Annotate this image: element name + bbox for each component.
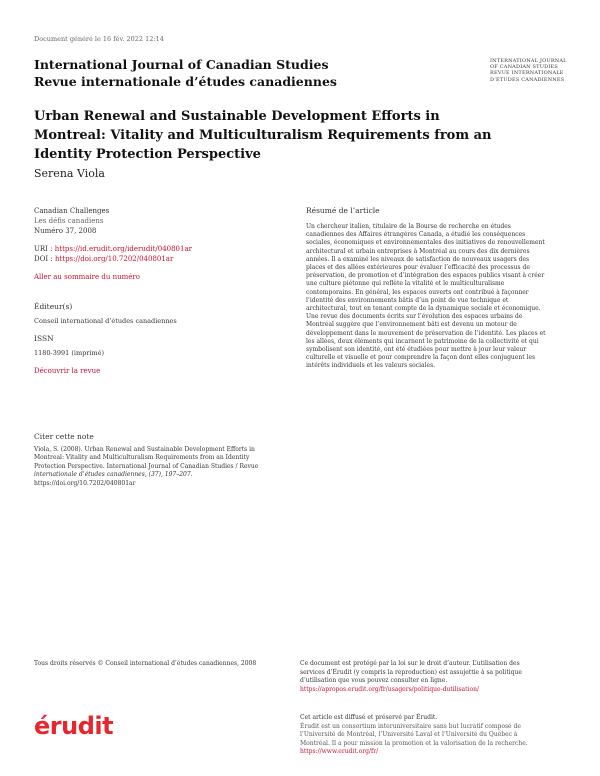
- abstract-line: Montréal suggère que l’environnement bâti est devenu un moteur de: [306, 321, 517, 329]
- abstract-line: Une revue des documents écrits sur l’évolution des espaces urbains de: [306, 313, 523, 321]
- copyright-line: services d’Érudit (y compris la reproduction) est assujettie à sa politique: [300, 668, 522, 676]
- journal-title: [34, 56, 337, 90]
- abstract-line: sociales, économiques et environnementales des initiatives de renouvellement: [306, 239, 545, 247]
- abstract-line: contemporains. En général, les espaces ouverts ont contribué à façonner: [306, 288, 529, 296]
- publisher-heading: Éditeur(s): [34, 302, 73, 311]
- issn-value: 1180-3991 (imprimé): [34, 349, 105, 357]
- issue-number: Numéro 37, 2008: [34, 227, 97, 235]
- citation-line: Montreal: Vitality and Multiculturalism Requirements from an Identity: [34, 454, 250, 462]
- article-author[interactable]: Serena Viola: [34, 167, 105, 180]
- abstract-line: préservation, de promotion et d’intégration des espaces publics visant à créer: [306, 272, 545, 280]
- publisher-name: Conseil international d’études canadiennes: [34, 317, 177, 325]
- abstract-line: places et des allées extérieures pour évaluer l’efficacité des processus de: [306, 264, 530, 272]
- abstract-body: [306, 223, 568, 371]
- issue-theme: Canadian Challenges: [34, 207, 110, 215]
- usage-policy-link[interactable]: https://apropos.erudit.org/fr/usagers/politique-dutilisation/: [300, 685, 479, 693]
- abstract-line: l’identité des environnements bâtis d’un point de vue technique et: [306, 296, 509, 304]
- article-title-line: Montreal: Vitality and Multiculturalism Requirements from an: [34, 128, 492, 143]
- doi-row: [34, 254, 284, 264]
- citation-doi[interactable]: https://doi.org/10.7202/040801ar: [34, 479, 136, 487]
- erudit-line: Érudit est un consortium interuniversitaire sans but lucratif composé de: [300, 722, 521, 730]
- issn-heading: ISSN: [34, 334, 54, 343]
- journal-logo: [490, 58, 566, 83]
- abstract-line: symbolisent son identité, ont été étudiées pour mettre à jour leur valeur: [306, 346, 527, 354]
- abstract-heading: Résumé de l’article: [306, 206, 380, 215]
- uri-label: URI :: [34, 245, 55, 253]
- journal-logo-line: OF CANADIAN STUDIES: [490, 64, 558, 71]
- issue-info: [34, 206, 284, 282]
- journal-logo-line: REVUE INTERNATIONALE: [490, 70, 564, 77]
- discover-journal-link[interactable]: Découvrir la revue: [34, 367, 101, 375]
- publisher-info: [34, 302, 284, 376]
- abstract-line: les allées, deux éléments qui incarnent le patrimoine de la collectivité et qui: [306, 337, 539, 345]
- abstract-line: architectural, tout en tenant compte de la dynamique sociale et économique.: [306, 305, 541, 313]
- erudit-line: l’Université de Montréal, l’Université Laval et l’Université du Québec à: [300, 731, 518, 739]
- abstract-line: une culture piétonne qui reflète la vitalité et le multiculturalisme: [306, 280, 505, 288]
- abstract-line: Un chercheur italien, titulaire de la Bourse de recherche en études: [306, 223, 511, 230]
- citation-text: [34, 446, 284, 488]
- erudit-info: [300, 714, 570, 757]
- citation-heading: [34, 432, 284, 442]
- doi-label: DOI :: [34, 255, 55, 263]
- issue-theme-fr: Les défis canadiens: [34, 217, 104, 225]
- erudit-logo[interactable]: érudit: [34, 712, 114, 740]
- journal-logo-line: D’ÉTUDES CANADIENNES: [490, 76, 565, 83]
- doi-link[interactable]: https://doi.org/10.7202/040801ar: [54, 255, 174, 263]
- uri-row: [34, 244, 284, 254]
- article-title-line: Urban Renewal and Sustainable Development Efforts in: [34, 109, 440, 124]
- copyright-line: Ce document est protégé par la loi sur le droit d’auteur. L’utilisation des: [300, 660, 520, 667]
- abstract: [306, 206, 568, 371]
- issue-summary-link[interactable]: Aller au sommaire du numéro: [34, 273, 140, 281]
- citation-heading-text: Citer cette note: [34, 432, 94, 441]
- copyright-line: d’utilisation que vous pouvez consulter en ligne.: [300, 677, 448, 685]
- journal-logo-line: INTERNATIONAL JOURNAL: [490, 58, 567, 64]
- erudit-heading: Cet article est diffusé et préservé par Érudit.: [300, 714, 438, 721]
- abstract-line: culturelle et visuelle et pour comprendre la façon dont elles conjuguent les: [306, 354, 536, 362]
- citation-line: internationale d’études canadiennes, (37), 197–207.: [34, 471, 193, 479]
- citation-line: Viola, S. (2008). Urban Renewal and Sustainable Development Efforts in: [34, 446, 255, 453]
- journal-title-en: International Journal of Canadian Studies: [34, 57, 329, 72]
- citation-line: Protection Perspective. International Journal of Canadian Studies / Revue: [34, 462, 259, 470]
- copyright-notice: [300, 660, 570, 694]
- erudit-link[interactable]: https://www.erudit.org/fr/: [300, 748, 379, 756]
- journal-title-fr: Revue internationale d’études canadiennes: [34, 74, 337, 89]
- abstract-line: développement dans le mouvement de préservation de l’identité. Les places et: [306, 329, 546, 337]
- article-title: [34, 107, 554, 164]
- generated-date: Document généré le 16 fév. 2022 12:14: [34, 35, 164, 43]
- abstract-line: intérêts individuels et les valeurs sociales.: [306, 362, 436, 370]
- abstract-line: canadiennes des Affaires étrangères Canada, a étudié les conséquences: [306, 231, 526, 239]
- rights-notice: Tous droits réservés © Conseil international d’études canadiennes, 2008: [34, 660, 257, 667]
- abstract-line: architectural et urbain entreprises à Montréal au cours des dix dernières: [306, 247, 530, 255]
- abstract-line: années. Il a examiné les niveaux de satisfaction de nouveaux usagers des: [306, 255, 530, 263]
- article-title-line: Identity Protection Perspective: [34, 147, 261, 162]
- erudit-line: Montréal. Il a pour mission la promotion et la valorisation de la recherche.: [300, 739, 528, 747]
- uri-link[interactable]: https://id.erudit.org/iderudit/040801ar: [54, 245, 192, 253]
